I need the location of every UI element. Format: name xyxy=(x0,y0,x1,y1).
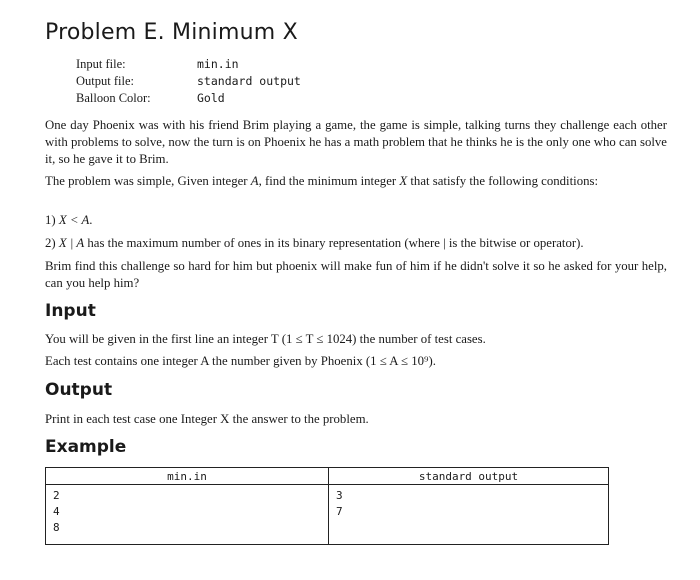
example-output-cell xyxy=(329,485,609,545)
example-input-line: 2 xyxy=(53,489,60,502)
example-input-header: min.in xyxy=(46,468,329,485)
condition-2 xyxy=(45,235,667,252)
meta-output-row xyxy=(76,73,301,90)
math-expression: X | A xyxy=(58,236,85,250)
meta-output-label: Output file: xyxy=(76,74,134,88)
example-heading: Example xyxy=(45,437,127,457)
meta-output-value: standard output xyxy=(197,74,301,88)
example-output-line: 7 xyxy=(336,505,343,518)
meta-input-label: Input file: xyxy=(76,57,126,71)
example-output-header: standard output xyxy=(329,468,609,485)
statement-text: has the maximum number of ones in its binary representation (where | is the bitwise or operator). xyxy=(84,236,584,250)
statement-text: . xyxy=(89,213,93,227)
statement-text: The problem was simple, Given integer xyxy=(45,174,251,188)
output-line-1: Print in each test case one Integer X the answer to the problem. xyxy=(45,412,369,426)
statement-paragraph-1: One day Phoenix was with his friend Brim playing a game, the game is simple, talking turns they challenge each other with problems to solve, now the turn is on Phoenix he has a math problem that he thinks he is the only one who can solve it, so he gave it to Brim. xyxy=(45,118,667,166)
input-line-1: You will be given in the first line an integer T (1 ≤ T ≤ 1024) the number of test cases. xyxy=(45,332,486,346)
statement-paragraph-3: Brim find this challenge so hard for him but phoenix will make fun of him if he didn't solve it so he asked for your help, can you help him? xyxy=(45,259,667,290)
meta-balloon-row xyxy=(76,90,301,107)
input-heading: Input xyxy=(45,301,96,321)
math-var-a: A xyxy=(250,174,259,188)
condition-number: 2) xyxy=(45,236,59,250)
input-line-2: Each test contains one integer A the number given by Phoenix (1 ≤ A ≤ 10⁹). xyxy=(45,354,436,368)
example-header-row xyxy=(46,468,609,485)
statement-text: , find the minimum integer xyxy=(258,174,400,188)
problem-meta xyxy=(76,56,301,107)
meta-input-value: min.in xyxy=(197,57,239,71)
math-var-x: X xyxy=(399,174,408,188)
example-data-row xyxy=(46,485,609,545)
meta-balloon-value: Gold xyxy=(197,91,225,105)
meta-input-row xyxy=(76,56,301,73)
statement-paragraph-2 xyxy=(45,173,667,190)
output-heading: Output xyxy=(45,380,113,400)
example-input-line: 4 xyxy=(53,505,60,518)
example-table xyxy=(45,467,609,545)
example-input-line: 8 xyxy=(53,521,60,534)
condition-1 xyxy=(45,212,667,229)
example-output-line: 3 xyxy=(336,489,343,502)
math-expression: X < A xyxy=(58,213,90,227)
statement-text: that satisfy the following conditions: xyxy=(407,174,599,188)
example-input-cell xyxy=(46,485,329,545)
condition-number: 1) xyxy=(45,213,59,227)
problem-title: Problem E. Minimum X xyxy=(45,20,298,45)
meta-balloon-label: Balloon Color: xyxy=(76,91,151,105)
